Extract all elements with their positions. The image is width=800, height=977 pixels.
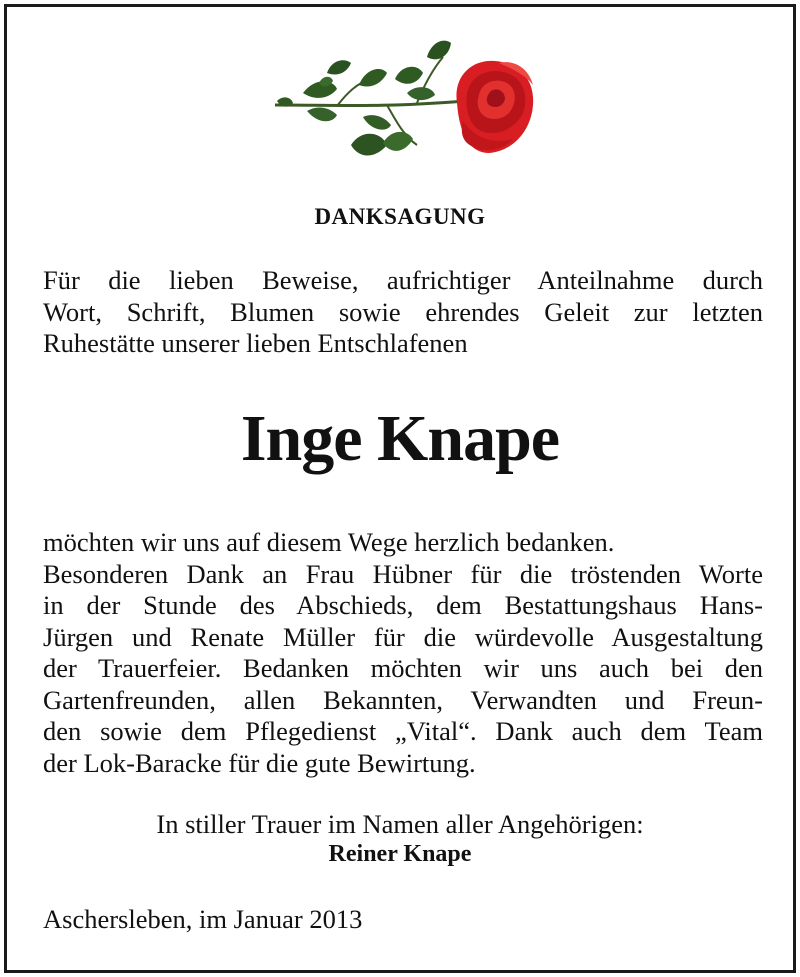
body-line: den sowie dem Pflegedienst „Vital“. Dank auch dem Team (43, 716, 763, 746)
thanks-paragraph (43, 527, 763, 779)
place-date: Aschersleben, im Januar 2013 (43, 904, 363, 934)
body-line: Jürgen und Renate Müller für die würdevolle Ausgestaltung (43, 621, 763, 652)
body-line: der Lok-Baracke für die gute Bewirtung. (43, 747, 476, 778)
intro-line: Für die lieben Beweise, aufrichtiger Anteilnahme durch (43, 265, 763, 295)
intro-line: Wort, Schrift, Blumen sowie ehrendes Geleit zur letzten (43, 296, 763, 327)
rose-icon (267, 33, 547, 183)
obituary-notice (4, 4, 796, 973)
body-line: in der Stunde des Abschieds, dem Bestattungshaus Hans- (43, 590, 763, 620)
intro-line: Ruhestätte unserer lieben Entschlafenen (43, 328, 468, 358)
notice-heading: DANKSAGUNG (314, 204, 486, 229)
deceased-name: Inge Knape (240, 402, 560, 475)
closing-line: In stiller Trauer im Namen aller Angehörigen: (156, 809, 644, 839)
body-line: der Trauerfeier. Bedanken möchten wir uns auch bei den (43, 653, 763, 683)
intro-paragraph (43, 265, 763, 360)
body-line: möchten wir uns auf diesem Wege herzlich bedanken. (43, 527, 615, 557)
body-line: Besonderen Dank an Frau Hübner für die tröstenden Worte (43, 558, 763, 589)
body-line: Gartenfreunden, allen Bekannten, Verwandten und Freun- (43, 684, 763, 715)
signer-name: Reiner Knape (328, 841, 472, 867)
